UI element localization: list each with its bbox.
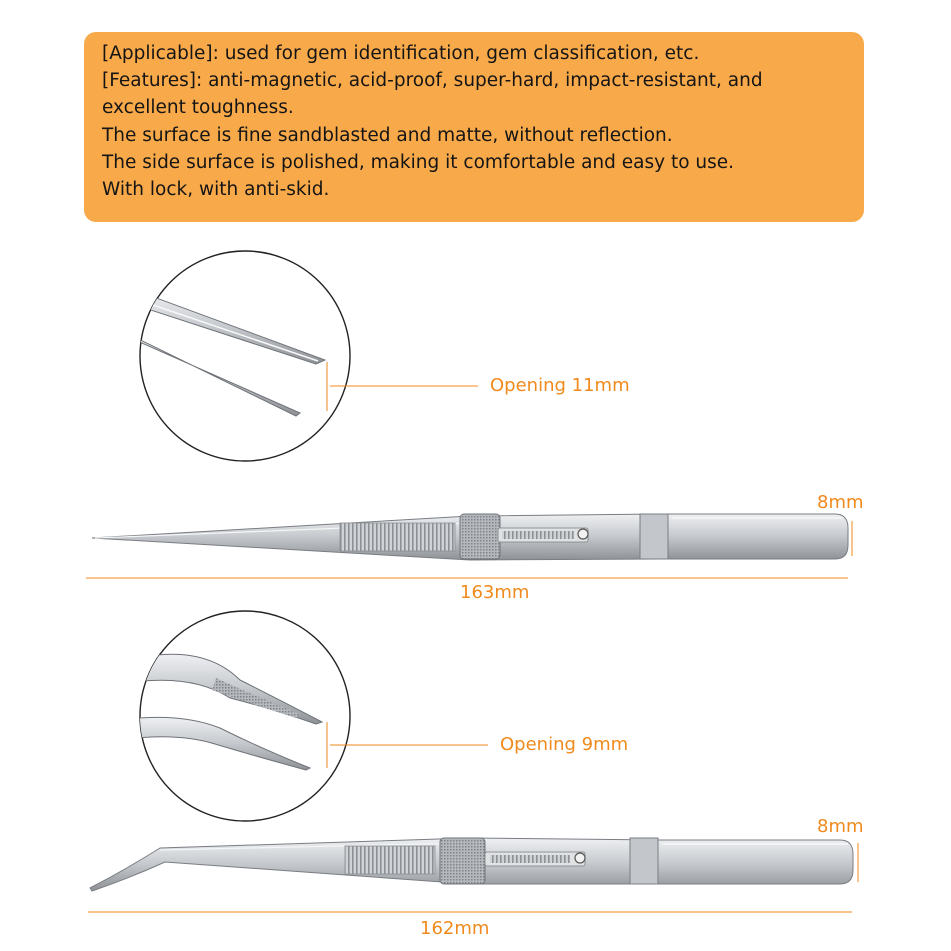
opening-label-curved: Opening 9mm [500, 734, 629, 755]
length-label-curved: 162mm [420, 918, 490, 939]
description-line: The side surface is polished, making it comfortable and easy to use. [102, 151, 735, 173]
length-label-straight: 163mm [460, 582, 530, 603]
description-line: excellent toughness. [102, 97, 294, 119]
curved-tweezer [90, 838, 853, 891]
description-line: With lock, with anti-skid. [102, 179, 330, 201]
opening-label-straight: Opening 11mm [490, 375, 630, 396]
description-line: [Applicable]: used for gem identification, gem classification, etc. [102, 43, 700, 64]
description-line: [Features]: anti-magnetic, acid-proof, super-hard, impact-resistant, and [102, 70, 763, 92]
description-line: The surface is fine sandblasted and matte, without reflection. [102, 124, 673, 146]
width-label-straight: 8mm [817, 492, 864, 513]
straight-tweezer [92, 514, 848, 560]
zoom-circle-curved-tip [120, 611, 350, 821]
width-label-curved: 8mm [817, 816, 864, 837]
zoom-circle-straight-tip [120, 251, 350, 461]
